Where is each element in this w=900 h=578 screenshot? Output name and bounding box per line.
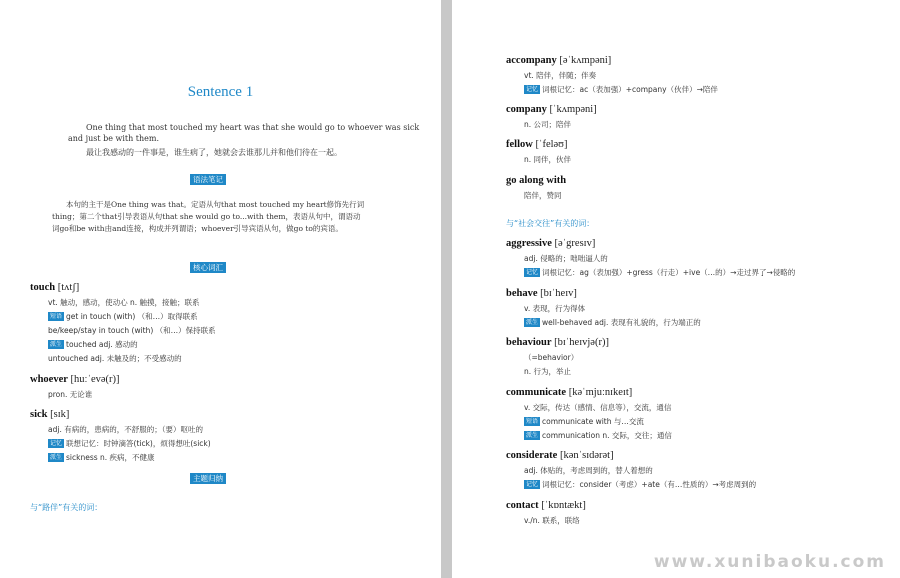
entry-def: 短语 get in touch (with) （和…）取得联系 [50, 312, 198, 321]
entry-def: 派生 sickness n. 疾病，不健康 [50, 453, 155, 462]
entry-def: 派生 touched adj. 感动的 [50, 340, 138, 349]
left-page [0, 0, 441, 578]
sentence-en-line-2: and just be with them. [68, 134, 160, 143]
entry-def: 记忆 词根记忆：ag（表加强）+gress（行走）+ive（…的）→走过界了→侵略的 [526, 268, 796, 277]
grammar-tag: 语法笔记 [190, 174, 226, 185]
watermark: www.xunibaoku.com [653, 552, 886, 572]
entry-def: v. 交际，传达（感情、信息等），交流，通信 [524, 403, 672, 412]
entry-def: n. 公司；陪伴 [524, 120, 572, 129]
entry-word: contact [ˈkɒntækt] [506, 500, 586, 511]
entry-def: 记忆 词根记忆：ac（表加强）+company（伙伴）→陪伴 [526, 85, 718, 94]
derive-badge: 派生 [50, 454, 63, 461]
memory-badge: 记忆 [526, 481, 539, 488]
entry-def: vt. 陪伴，伴随；伴奏 [524, 71, 597, 80]
sentence-en-line-1: One thing that most touched my heart was that she would go to whoever was sick [86, 123, 420, 132]
entry-def: 陪伴，赞同 [524, 191, 562, 200]
entry-def: 派生 well-behaved adj. 表现有礼貌的，行为端正的 [526, 318, 701, 327]
entry-def: adj. 侵略的；咄咄逼人的 [524, 254, 608, 263]
page-title: Sentence 1 [187, 84, 254, 100]
entry-word: fellow [ˈfeləʊ] [506, 139, 568, 150]
entry-def: n. 行为，举止 [524, 367, 572, 376]
derive-badge: 派生 [526, 432, 539, 439]
entry-word: sick [sɪk] [30, 409, 70, 420]
phrase-badge: 短语 [50, 313, 63, 320]
entry-def: 记忆 词根记忆：consider（考虑）+ate（有…性质的）→考虑周到的 [526, 480, 757, 489]
entry-def: 短语 communicate with 与…交流 [526, 417, 644, 426]
grammar-line-1: 本句的主干是One thing was that。定语从句that most touched my heart修饰先行词 [66, 200, 365, 209]
entry-def: adj. 有病的，患病的，不舒服的；（要）呕吐的 [48, 425, 203, 434]
entry-word: accompany [əˈkʌmpəni] [506, 55, 612, 66]
theme-link: 与“路伴”有关的词： [30, 503, 103, 512]
entry-def: vt. 触动，感动，使动心 n. 触摸，接触；联系 [48, 298, 200, 307]
memory-badge: 记忆 [526, 86, 539, 93]
entry-def: v./n. 联系，联络 [524, 516, 580, 525]
right-page [452, 0, 900, 578]
entry-def: adj. 体贴的，考虑周到的，替人着想的 [524, 466, 653, 475]
derive-badge: 派生 [526, 319, 539, 326]
entry-def: 派生 communication n. 交际，交往；通信 [526, 431, 672, 440]
derive-badge: 派生 [50, 341, 63, 348]
grammar-line-2: thing；第二个that引导表语从句that she would go to...with them，表语从句中，谓语动 [52, 212, 361, 221]
entry-def: untouched adj. 未触及的；不受感动的 [48, 354, 182, 363]
vocab-tag: 核心词汇 [190, 262, 226, 273]
entry-word: company [ˈkʌmpəni] [506, 104, 597, 115]
entry-def: be/keep/stay in touch (with) （和…）保持联系 [48, 326, 216, 335]
entry-word: considerate [kənˈsɪdərət] [506, 450, 614, 461]
memory-badge: 记忆 [50, 440, 63, 447]
entry-def: v. 表现，行为得体 [524, 304, 586, 313]
theme-tag: 主题归纳 [190, 473, 226, 484]
entry-def: （=behavior） [524, 353, 579, 362]
section-link: 与“社会交往”有关的词： [506, 219, 595, 228]
entry-word: communicate [kəˈmjuːnɪkeɪt] [506, 387, 633, 398]
entry-word: aggressive [əˈgresɪv] [506, 238, 596, 249]
sentence-zh: 最让我感动的一件事是，谁生病了，她就会去谁那儿并和他们待在一起。 [86, 148, 342, 157]
entry-word: whoever [huːˈevə(r)] [30, 374, 120, 385]
entry-word: behaviour [bɪˈheɪvjə(r)] [506, 337, 609, 348]
entry-word: touch [tʌtʃ] [30, 282, 80, 293]
grammar-line-3: 词go和be with由and连接，构成并列谓语；whoever引导宾语从句，做go to的宾语。 [52, 224, 343, 233]
entry-def: 记忆 联想记忆：时钟滴答(tick)，烦得想吐(sick) [50, 439, 211, 448]
entry-def: n. 同伴，伙伴 [524, 155, 572, 164]
entry-word: go along with [506, 175, 567, 186]
entry-def: pron. 无论谁 [48, 390, 93, 399]
memory-badge: 记忆 [526, 269, 539, 276]
entry-word: behave [bɪˈheɪv] [506, 288, 577, 299]
phrase-badge: 短语 [526, 418, 539, 425]
